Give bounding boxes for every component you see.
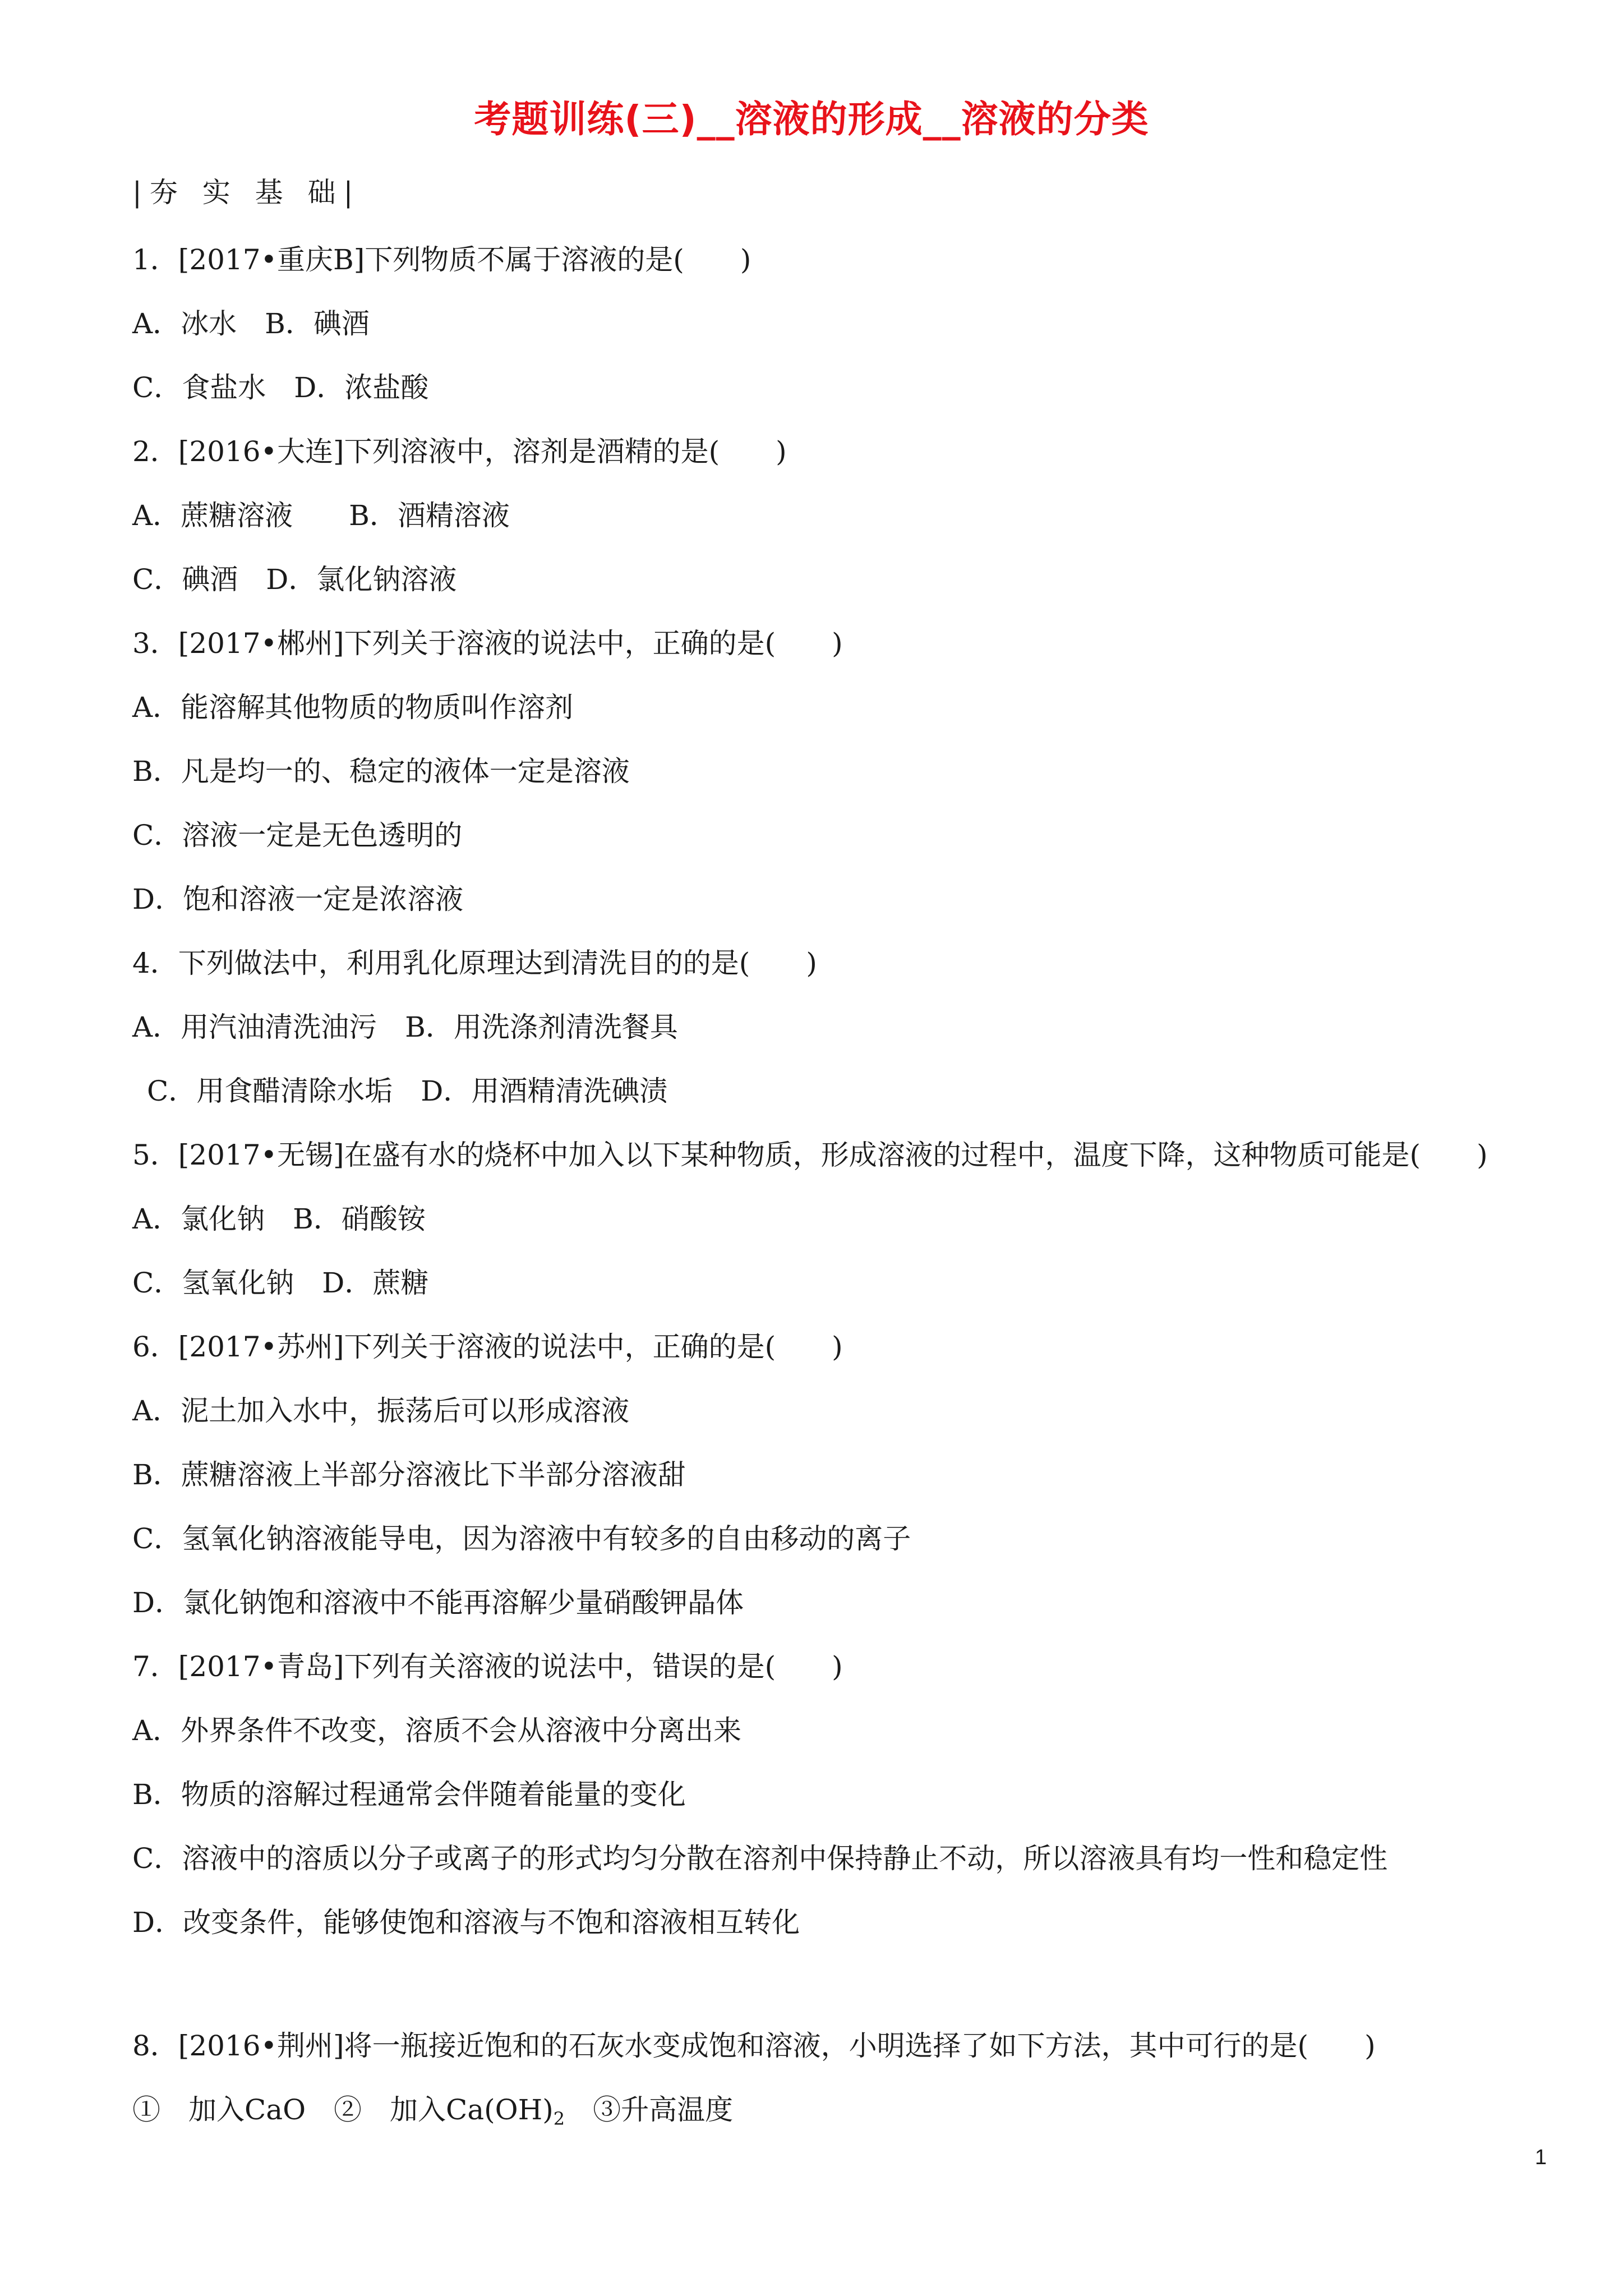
question-3-option-b: B．凡是均一的、稳定的液体一定是溶液 [132,755,630,788]
question-2-options-cd: C．碘酒 D．氯化钠溶液 [132,563,457,596]
question-7-option-c: C．溶液中的溶质以分子或离子的形式均匀分散在溶剂中保持静止不动，所以溶液具有均一性和稳定性 [132,1842,1388,1875]
question-5-options-ab: A．氯化钠 B．硝酸铵 [132,1203,426,1235]
question-6-option-d: D．氯化钠饱和溶液中不能再溶解少量硝酸钾晶体 [132,1586,744,1619]
question-7-option-d: D．改变条件，能够使饱和溶液与不饱和溶液相互转化 [132,1906,800,1939]
question-7-option-a: A．外界条件不改变，溶质不会从溶液中分离出来 [132,1714,742,1747]
question-1-options-cd: C．食盐水 D．浓盐酸 [132,371,429,404]
question-3-option-d: D．饱和溶液一定是浓溶液 [132,883,464,915]
question-3-stem: 3．[2017•郴州]下列关于溶液的说法中，正确的是( ) [132,627,843,660]
question-4-options-cd: C．用食醋清除水垢 D．用酒精清洗碘渍 [147,1075,668,1107]
question-1-stem: 1．[2017•重庆B]下列物质不属于溶液的是( ) [132,243,751,276]
question-8-options-text-2: ③升高温度 [565,2093,734,2126]
question-6-option-c: C．氢氧化钠溶液能导电，因为溶液中有较多的自由移动的离子 [132,1522,911,1555]
question-2-stem: 2．[2016•大连]下列溶液中，溶剂是酒精的是( ) [132,435,787,468]
question-1-options-ab: A．冰水 B．碘酒 [132,307,370,340]
question-7-option-b: B．物质的溶解过程通常会伴随着能量的变化 [132,1778,686,1811]
page-number: 1 [1534,2146,1547,2169]
question-5-stem: 5．[2017•无锡]在盛有水的烧杯中加入以下某种物质，形成溶液的过程中，温度下降，这种物质可能是( ) [132,1139,1488,1171]
question-5-options-cd: C．氢氧化钠 D．蔗糖 [132,1267,429,1299]
question-4-options-ab: A．用汽油清洗油污 B．用洗涤剂清洗餐具 [132,1011,678,1043]
question-6-option-a: A．泥土加入水中，振荡后可以形成溶液 [132,1395,630,1427]
question-7-stem: 7．[2017•青岛]下列有关溶液的说法中，错误的是( ) [132,1650,843,1683]
question-4-stem: 4．下列做法中，利用乳化原理达到清洗目的的是( ) [132,947,817,979]
question-8-options [132,2090,733,2138]
question-8-options-text: ① 加入CaO ② 加入Ca(OH) [132,2093,554,2126]
question-2-options-ab: A．蔗糖溶液 B．酒精溶液 [132,499,510,532]
question-3-option-a: A．能溶解其他物质的物质叫作溶剂 [132,691,574,724]
subscript-2: 2 [553,2108,565,2129]
question-8-stem: 8．[2016•荆州]将一瓶接近饱和的石灰水变成饱和溶液，小明选择了如下方法，其中可行的是( ) [132,2030,1376,2062]
question-6-stem: 6．[2017•苏州]下列关于溶液的说法中，正确的是( ) [132,1331,843,1363]
section-heading: |夯 实 基 础| [132,176,361,209]
question-6-option-b: B．蔗糖溶液上半部分溶液比下半部分溶液甜 [132,1458,686,1491]
page-title: 考题训练(三)__溶液的形成__溶液的分类 [474,98,1149,141]
question-3-option-c: C．溶液一定是无色透明的 [132,819,463,852]
